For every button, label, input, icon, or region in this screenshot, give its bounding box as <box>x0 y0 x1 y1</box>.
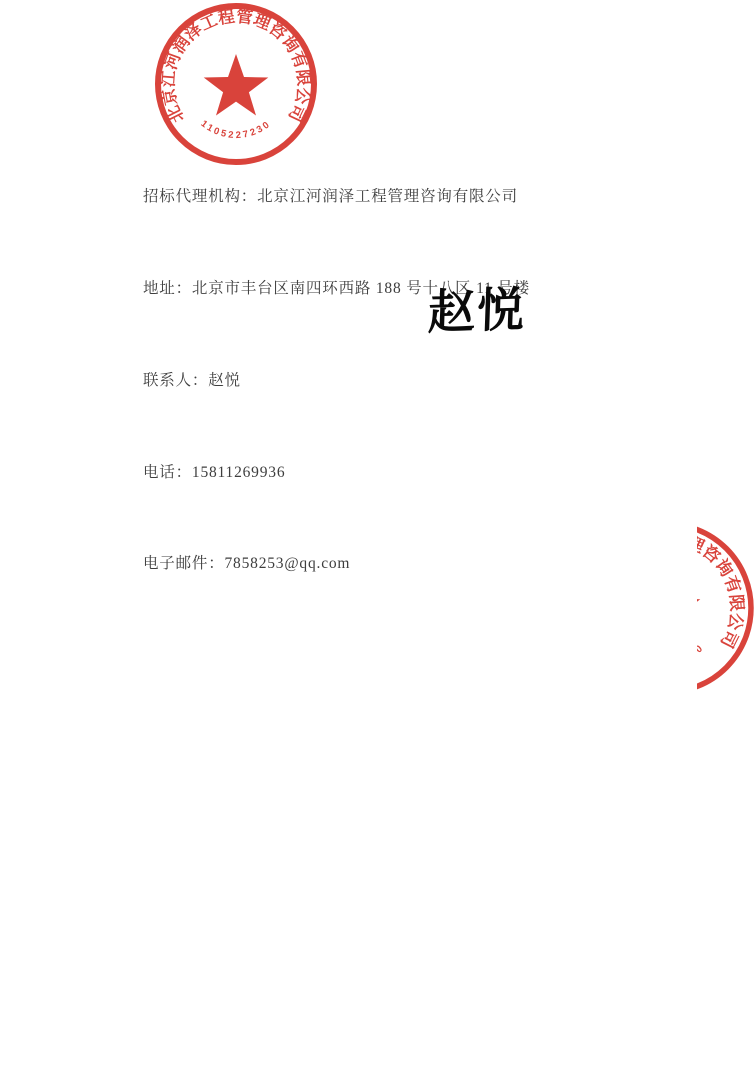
seal-company-arc-text: 北京江河润泽工程管理咨询有限公司 <box>587 528 747 652</box>
handwritten-signature: 赵悦 <box>427 282 527 341</box>
address-line: 地址：北京市丰台区南四环西路 188 号十八区 11 号楼 <box>143 279 530 297</box>
star-icon <box>697 575 700 638</box>
company-seal-icon <box>155 2 317 166</box>
phone-line: 电话：15811269936 <box>143 463 286 481</box>
seal-code-arc-text: 1105227230 <box>628 641 707 667</box>
email-line: 电子邮件：7858253@qq.com <box>143 555 351 573</box>
seal-company-arc-text: 北京江河润泽工程管理咨询有限公司 <box>159 7 313 126</box>
star-icon <box>204 54 269 116</box>
paging-seal-svg <box>587 518 756 698</box>
seal-code-arc-text: 1105227230 <box>198 118 274 142</box>
paging-seal-icon <box>587 518 756 698</box>
contact-person-line: 联系人：赵悦 <box>143 371 241 389</box>
contact-info-block <box>143 121 530 641</box>
agency-line: 招标代理机构：北京江河润泽工程管理咨询有限公司 <box>143 188 518 206</box>
